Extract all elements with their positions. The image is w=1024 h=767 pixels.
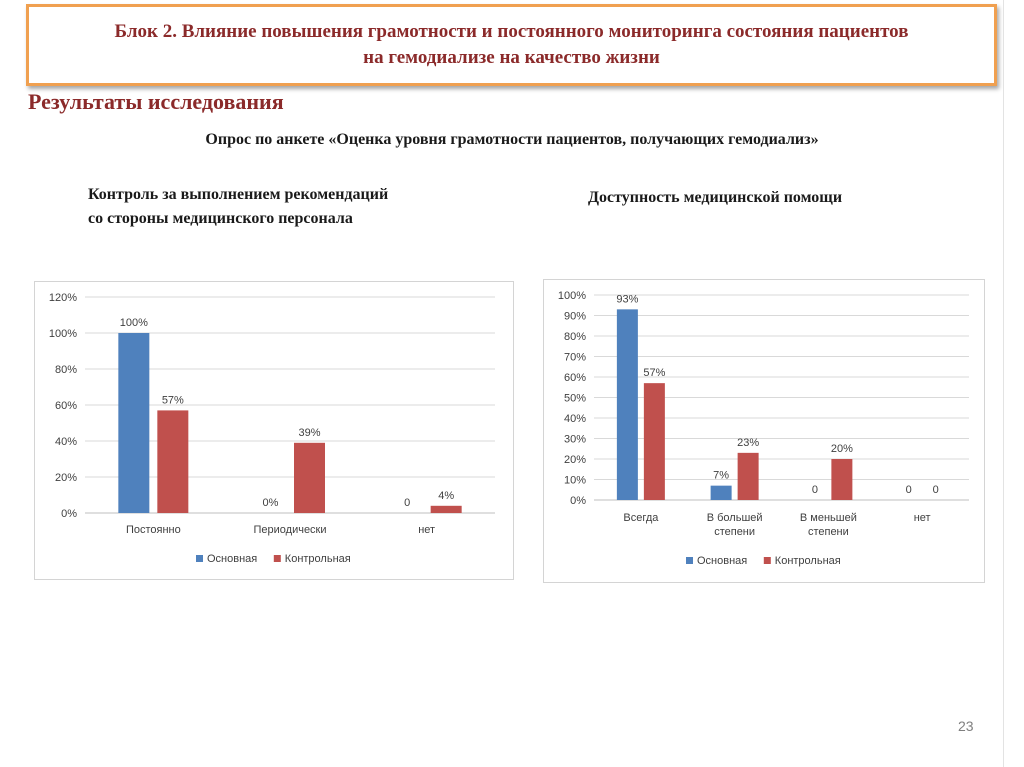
slide-edge [1003, 0, 1004, 767]
survey-title: Опрос по анкете «Оценка уровня грамотности пациентов, получающих гемодиализ» [205, 131, 819, 148]
chart-availability-svg [544, 280, 984, 582]
y-tick-label: 20% [563, 454, 586, 466]
bar [644, 383, 665, 500]
chart-title-line-2: со стороны медицинского персонала [88, 210, 353, 227]
data-label: 0 [404, 497, 411, 509]
data-label: 4% [438, 489, 455, 502]
legend-swatch [686, 557, 693, 564]
bar [617, 309, 638, 500]
y-tick-label: 10% [563, 474, 586, 487]
y-tick-label: 80% [54, 364, 77, 376]
data-label: 39% [298, 426, 321, 439]
y-tick-label: 0% [570, 495, 586, 507]
data-label: 23% [737, 436, 760, 449]
data-label: 57% [161, 394, 184, 407]
bar [157, 410, 188, 513]
y-tick-label: 60% [563, 372, 586, 384]
legend-label: Основная [697, 555, 748, 567]
data-label: 0% [262, 497, 279, 509]
y-tick-label: 50% [563, 392, 586, 405]
y-tick-label: 90% [563, 310, 586, 323]
bar [831, 459, 852, 500]
page-number: 23 [958, 718, 974, 734]
x-tick-label: степени [714, 526, 756, 538]
data-label: 57% [643, 367, 666, 380]
data-label: 7% [713, 469, 730, 482]
x-tick-label: степени [807, 526, 849, 538]
legend-label: Контрольная [774, 555, 841, 567]
bar [294, 443, 325, 513]
header-line-1: Блок 2. Влияние повышения грамотности и постоянного мониторинга состояния пациентов [114, 21, 909, 42]
data-label: 0 [932, 484, 939, 496]
chart-title-recommendations [88, 183, 388, 231]
legend-swatch [274, 555, 281, 562]
y-tick-label: 100% [557, 290, 586, 302]
y-tick-label: 70% [563, 351, 586, 364]
data-label: 0 [905, 484, 912, 496]
legend-label: Контрольная [284, 553, 351, 565]
header-line-2: на гемодиализе на качество жизни [363, 47, 660, 68]
legend-label: Основная [207, 553, 258, 565]
y-tick-label: 40% [54, 436, 77, 448]
bar [118, 333, 149, 513]
data-label: 20% [830, 443, 853, 455]
chart-recommendations [34, 281, 514, 580]
bar [711, 486, 732, 500]
chart-title-line-1: Контроль за выполнением рекомендаций [88, 186, 389, 203]
x-tick-label: нет [418, 524, 436, 536]
chart-recommendations-svg [35, 282, 513, 579]
x-tick-label: Постоянно [125, 524, 181, 536]
legend-swatch [196, 555, 203, 562]
y-tick-label: 40% [563, 413, 586, 425]
y-tick-label: 30% [563, 433, 586, 446]
data-label: 0 [811, 484, 818, 496]
y-tick-label: 20% [54, 472, 77, 484]
x-tick-label: нет [913, 512, 931, 524]
header-box [26, 4, 997, 86]
y-tick-label: 60% [54, 400, 77, 412]
x-tick-label: Периодически [253, 524, 327, 536]
data-label: 100% [119, 317, 148, 329]
y-tick-label: 80% [563, 331, 586, 343]
section-title: Результаты исследования [28, 89, 284, 114]
data-label: 93% [616, 293, 639, 306]
bar [431, 506, 462, 513]
chart-title-availability [588, 186, 842, 210]
y-tick-label: 0% [61, 508, 77, 520]
chart-availability [543, 279, 985, 583]
x-tick-label: В большей [706, 512, 763, 524]
y-tick-label: 100% [48, 328, 77, 340]
chart-title-line-1: Доступность медицинской помощи [588, 189, 843, 206]
legend-swatch [764, 557, 771, 564]
x-tick-label: В меньшей [799, 512, 857, 524]
y-tick-label: 120% [48, 292, 77, 304]
bar [738, 453, 759, 500]
x-tick-label: Всегда [623, 512, 659, 524]
